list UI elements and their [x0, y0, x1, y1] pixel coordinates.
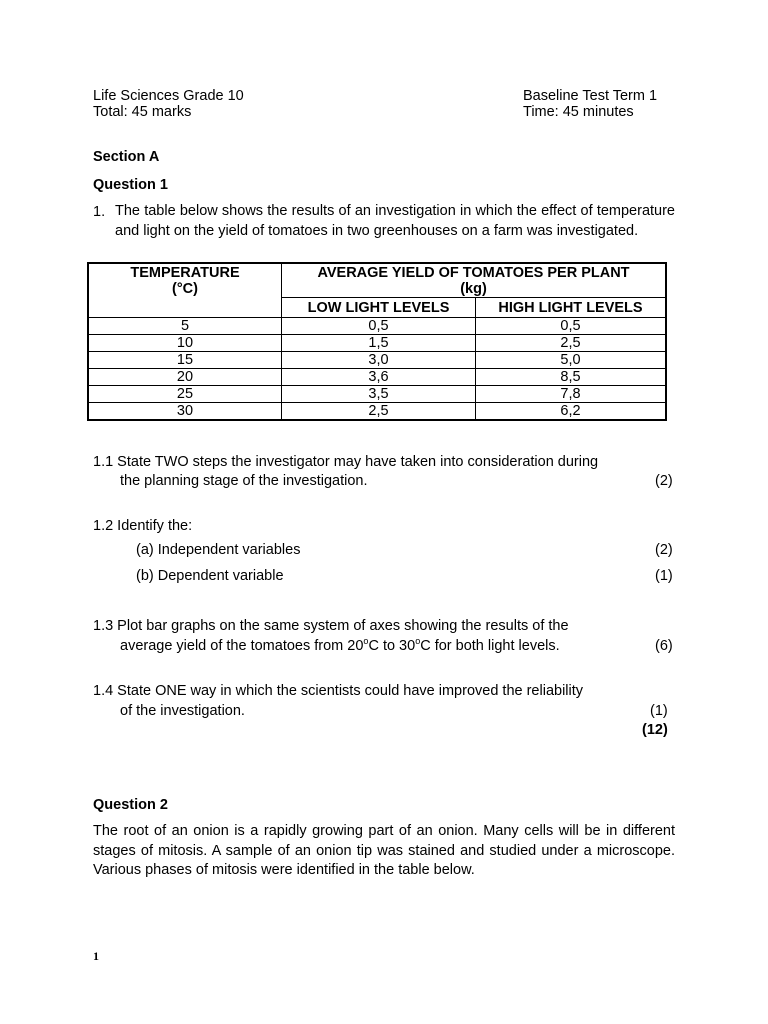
cell-high-light: 2,5	[476, 335, 667, 352]
question-1-3-line1: 1.3 Plot bar graphs on the same system of axes showing the results of the	[93, 618, 569, 634]
cell-temperature: 5	[88, 318, 282, 335]
section-heading: Section A	[93, 149, 160, 165]
table-row	[88, 403, 666, 421]
question-1-4-marks: (1)	[650, 703, 668, 719]
cell-high-light: 7,8	[476, 386, 667, 403]
cell-temperature: 15	[88, 352, 282, 369]
question-1-total: (12)	[642, 722, 668, 738]
page-number: 1	[93, 949, 99, 963]
total-marks: Total: 45 marks	[93, 104, 192, 120]
cell-low-light: 3,0	[282, 352, 476, 369]
question-1-1-line2: the planning stage of the investigation.	[120, 473, 368, 489]
cell-high-light: 5,0	[476, 352, 667, 369]
cell-temperature: 20	[88, 369, 282, 386]
question-2-text: The root of an onion is a rapidly growing part of an onion. Many cells will be in different stages of mitosis. A sample of an onion tip was stained and studied under a microscope. Various phases of mitosis were identified in the table below.	[93, 823, 675, 878]
table-row	[88, 352, 666, 369]
question-1-3-line2: average yield of the tomatoes from 20$^o$C to 30$^o$C for both light levels.	[120, 636, 560, 654]
question-1-1-line1: 1.1 State TWO steps the investigator may have taken into consideration during	[93, 454, 599, 470]
question-1-3-marks: (6)	[655, 638, 673, 654]
question-1-2-b: (b) Dependent variable	[136, 568, 284, 584]
results-table	[87, 262, 667, 421]
time-allowed: Time: 45 minutes	[523, 104, 634, 120]
question-1-intro: The table below shows the results of an investigation in which the effect of temperature and light on the yield of tomatoes in two greenhouses on a farm was investigated.	[115, 203, 675, 239]
table-row	[88, 386, 666, 403]
header-temperature-unit: (°C)	[172, 281, 198, 297]
cell-temperature: 10	[88, 335, 282, 352]
cell-temperature: 25	[88, 386, 282, 403]
test-name: Baseline Test Term 1	[523, 88, 658, 104]
cell-low-light: 2,5	[282, 403, 476, 421]
cell-high-light: 6,2	[476, 403, 667, 421]
table-row	[88, 318, 666, 335]
header-average-yield-unit: (kg)	[460, 281, 487, 297]
question-2-heading: Question 2	[93, 797, 168, 813]
cell-low-light: 0,5	[282, 318, 476, 335]
cell-low-light: 3,5	[282, 386, 476, 403]
question-1-2-a-marks: (2)	[655, 542, 673, 558]
cell-high-light: 8,5	[476, 369, 667, 386]
table-row	[88, 369, 666, 386]
header-average-yield	[282, 263, 667, 298]
question-1-heading: Question 1	[93, 177, 168, 193]
question-1-2-a: (a) Independent variables	[136, 542, 301, 558]
header-low-light: LOW LIGHT LEVELS	[282, 298, 476, 318]
header-temperature-label: TEMPERATURE	[130, 265, 240, 281]
table-row	[88, 335, 666, 352]
question-1-number: 1.	[93, 204, 106, 220]
question-1-2-b-marks: (1)	[655, 568, 673, 584]
question-1-4-line1: 1.4 State ONE way in which the scientists could have improved the reliability	[93, 683, 584, 699]
header-high-light: HIGH LIGHT LEVELS	[476, 298, 667, 318]
cell-high-light: 0,5	[476, 318, 667, 335]
cell-temperature: 30	[88, 403, 282, 421]
subject-title: Life Sciences Grade 10	[93, 88, 244, 104]
question-1-1-marks: (2)	[655, 473, 673, 489]
header-temperature	[88, 263, 282, 318]
question-1-4-line2: of the investigation.	[120, 703, 245, 719]
question-1-2-line1: 1.2 Identify the:	[93, 518, 193, 534]
header-average-yield-label: AVERAGE YIELD OF TOMATOES PER PLANT	[317, 265, 630, 281]
cell-low-light: 1,5	[282, 335, 476, 352]
cell-low-light: 3,6	[282, 369, 476, 386]
